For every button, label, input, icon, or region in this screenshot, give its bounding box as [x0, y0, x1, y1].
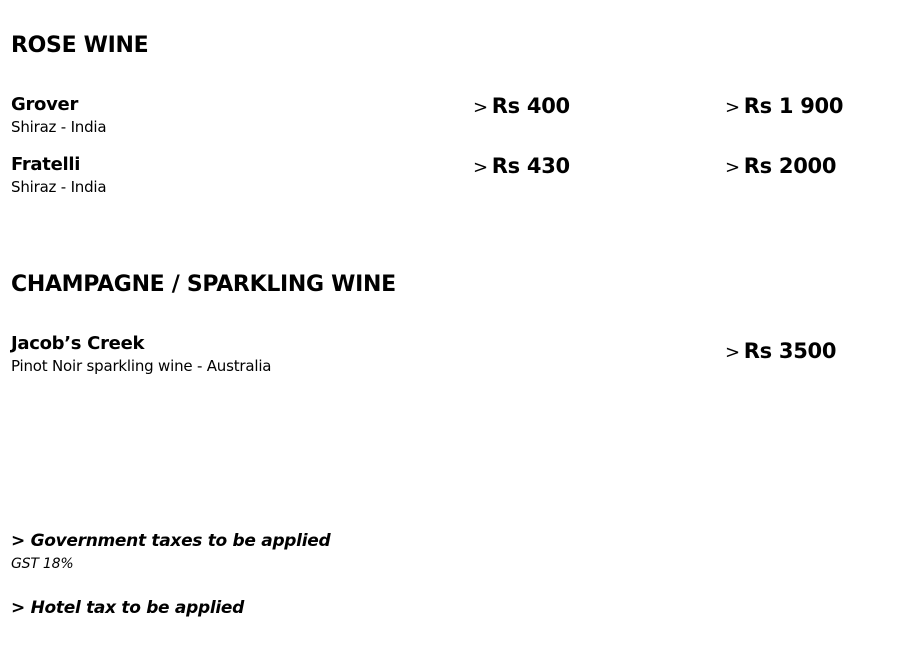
price-prefix: > [473, 157, 488, 178]
note-text: Government taxes to be applied [30, 531, 331, 551]
item-name-fratelli: Fratelli [11, 154, 81, 175]
item-name-grover: Grover [11, 94, 79, 115]
price-amount: Rs 3500 [743, 339, 837, 363]
price-fratelli-glass [473, 156, 570, 177]
price-grover-glass [473, 96, 570, 117]
price-grover-bottle [725, 96, 843, 117]
note-text: Hotel tax to be applied [30, 598, 244, 618]
note-hotel-tax [11, 600, 244, 617]
note-gst: GST 18% [11, 556, 74, 572]
item-name-jacobs-creek: Jacob’s Creek [11, 333, 145, 354]
price-fratelli-bottle [725, 156, 836, 177]
price-amount: Rs 1 900 [743, 94, 844, 118]
price-amount: Rs 2000 [743, 154, 837, 178]
note-prefix: > [11, 598, 25, 618]
price-prefix: > [473, 97, 488, 118]
price-prefix: > [725, 342, 740, 363]
item-desc-fratelli: Shiraz - India [11, 178, 107, 196]
item-desc-jacobs-creek: Pinot Noir sparkling wine - Australia [11, 357, 272, 375]
price-amount: Rs 400 [491, 94, 570, 118]
note-government-taxes [11, 533, 330, 550]
price-jacobs-creek-bottle [725, 341, 836, 362]
section-title-champagne: CHAMPAGNE / SPARKLING WINE [11, 272, 396, 297]
price-prefix: > [725, 97, 740, 118]
note-prefix: > [11, 531, 25, 551]
section-title-rose-wine: ROSE WINE [11, 33, 149, 58]
price-amount: Rs 430 [491, 154, 570, 178]
price-prefix: > [725, 157, 740, 178]
item-desc-grover: Shiraz - India [11, 118, 107, 136]
